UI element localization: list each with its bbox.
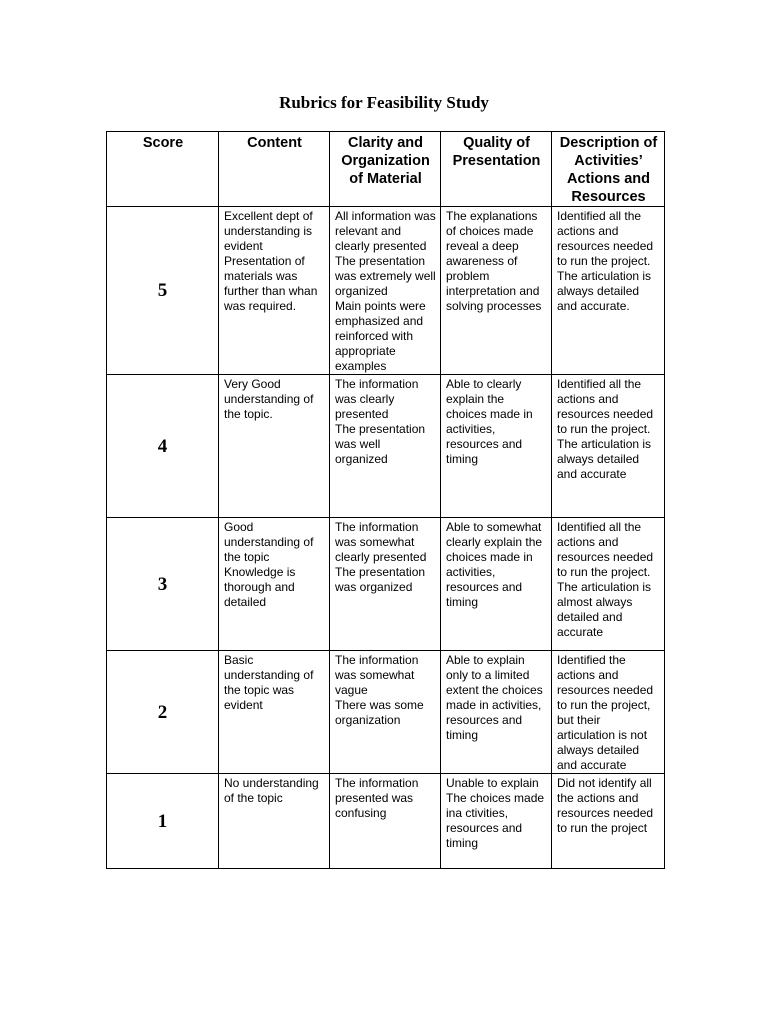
description-cell: Identified all the actions and resources needed to run the project. The articulation is always detailed and accurate. [552, 207, 665, 375]
header-description: Description of Activities’ Actions and Resources [552, 132, 665, 207]
quality-cell: Able to clearly explain the choices made in activities, resources and timing [441, 375, 552, 518]
quality-cell: The explanations of choices made reveal a deep awareness of problem interpretation and solving processes [441, 207, 552, 375]
clarity-cell: The information was clearly presented The presentation was well organized [330, 375, 441, 518]
table-row [107, 375, 665, 518]
content-cell: Good understanding of the topic Knowledge is thorough and detailed [219, 518, 330, 651]
quality-cell: Unable to explain The choices made ina ctivities, resources and timing [441, 774, 552, 869]
description-cell: Identified all the actions and resources needed to run the project. The articulation is always detailed and accurate [552, 375, 665, 518]
table-row [107, 518, 665, 651]
content-cell: Basic understanding of the topic was evident [219, 651, 330, 774]
score-cell: 2 [107, 651, 219, 774]
content-cell: Excellent dept of understanding is evident Presentation of materials was further than whan was required. [219, 207, 330, 375]
clarity-cell: The information was somewhat vague There was some organization [330, 651, 441, 774]
description-cell: Identified all the actions and resources needed to run the project. The articulation is almost always detailed and accurate [552, 518, 665, 651]
table-header-row [107, 132, 665, 207]
header-quality: Quality of Presentation [441, 132, 552, 207]
content-cell: Very Good understanding of the topic. [219, 375, 330, 518]
quality-cell: Able to somewhat clearly explain the choices made in activities, resources and timing [441, 518, 552, 651]
clarity-cell: All information was relevant and clearly presented The presentation was extremely well organized Main points were emphasized and reinforced with appropriate examples [330, 207, 441, 375]
description-cell: Identified the actions and resources needed to run the project, but their articulation is not always detailed and accurate [552, 651, 665, 774]
score-cell: 4 [107, 375, 219, 518]
quality-cell: Able to explain only to a limited extent the choices made in activities, resources and timing [441, 651, 552, 774]
header-content: Content [219, 132, 330, 207]
clarity-cell: The information was somewhat clearly presented The presentation was organized [330, 518, 441, 651]
header-clarity: Clarity and Organization of Material [330, 132, 441, 207]
content-cell: No understanding of the topic [219, 774, 330, 869]
description-cell: Did not identify all the actions and resources needed to run the project [552, 774, 665, 869]
table-row [107, 207, 665, 375]
score-cell: 1 [107, 774, 219, 869]
score-cell: 3 [107, 518, 219, 651]
clarity-cell: The information presented was confusing [330, 774, 441, 869]
table-row [107, 774, 665, 869]
header-score: Score [107, 132, 219, 207]
score-cell: 5 [107, 207, 219, 375]
document-title: Rubrics for Feasibility Study [279, 93, 489, 112]
table-row [107, 651, 665, 774]
rubric-table [106, 131, 665, 869]
